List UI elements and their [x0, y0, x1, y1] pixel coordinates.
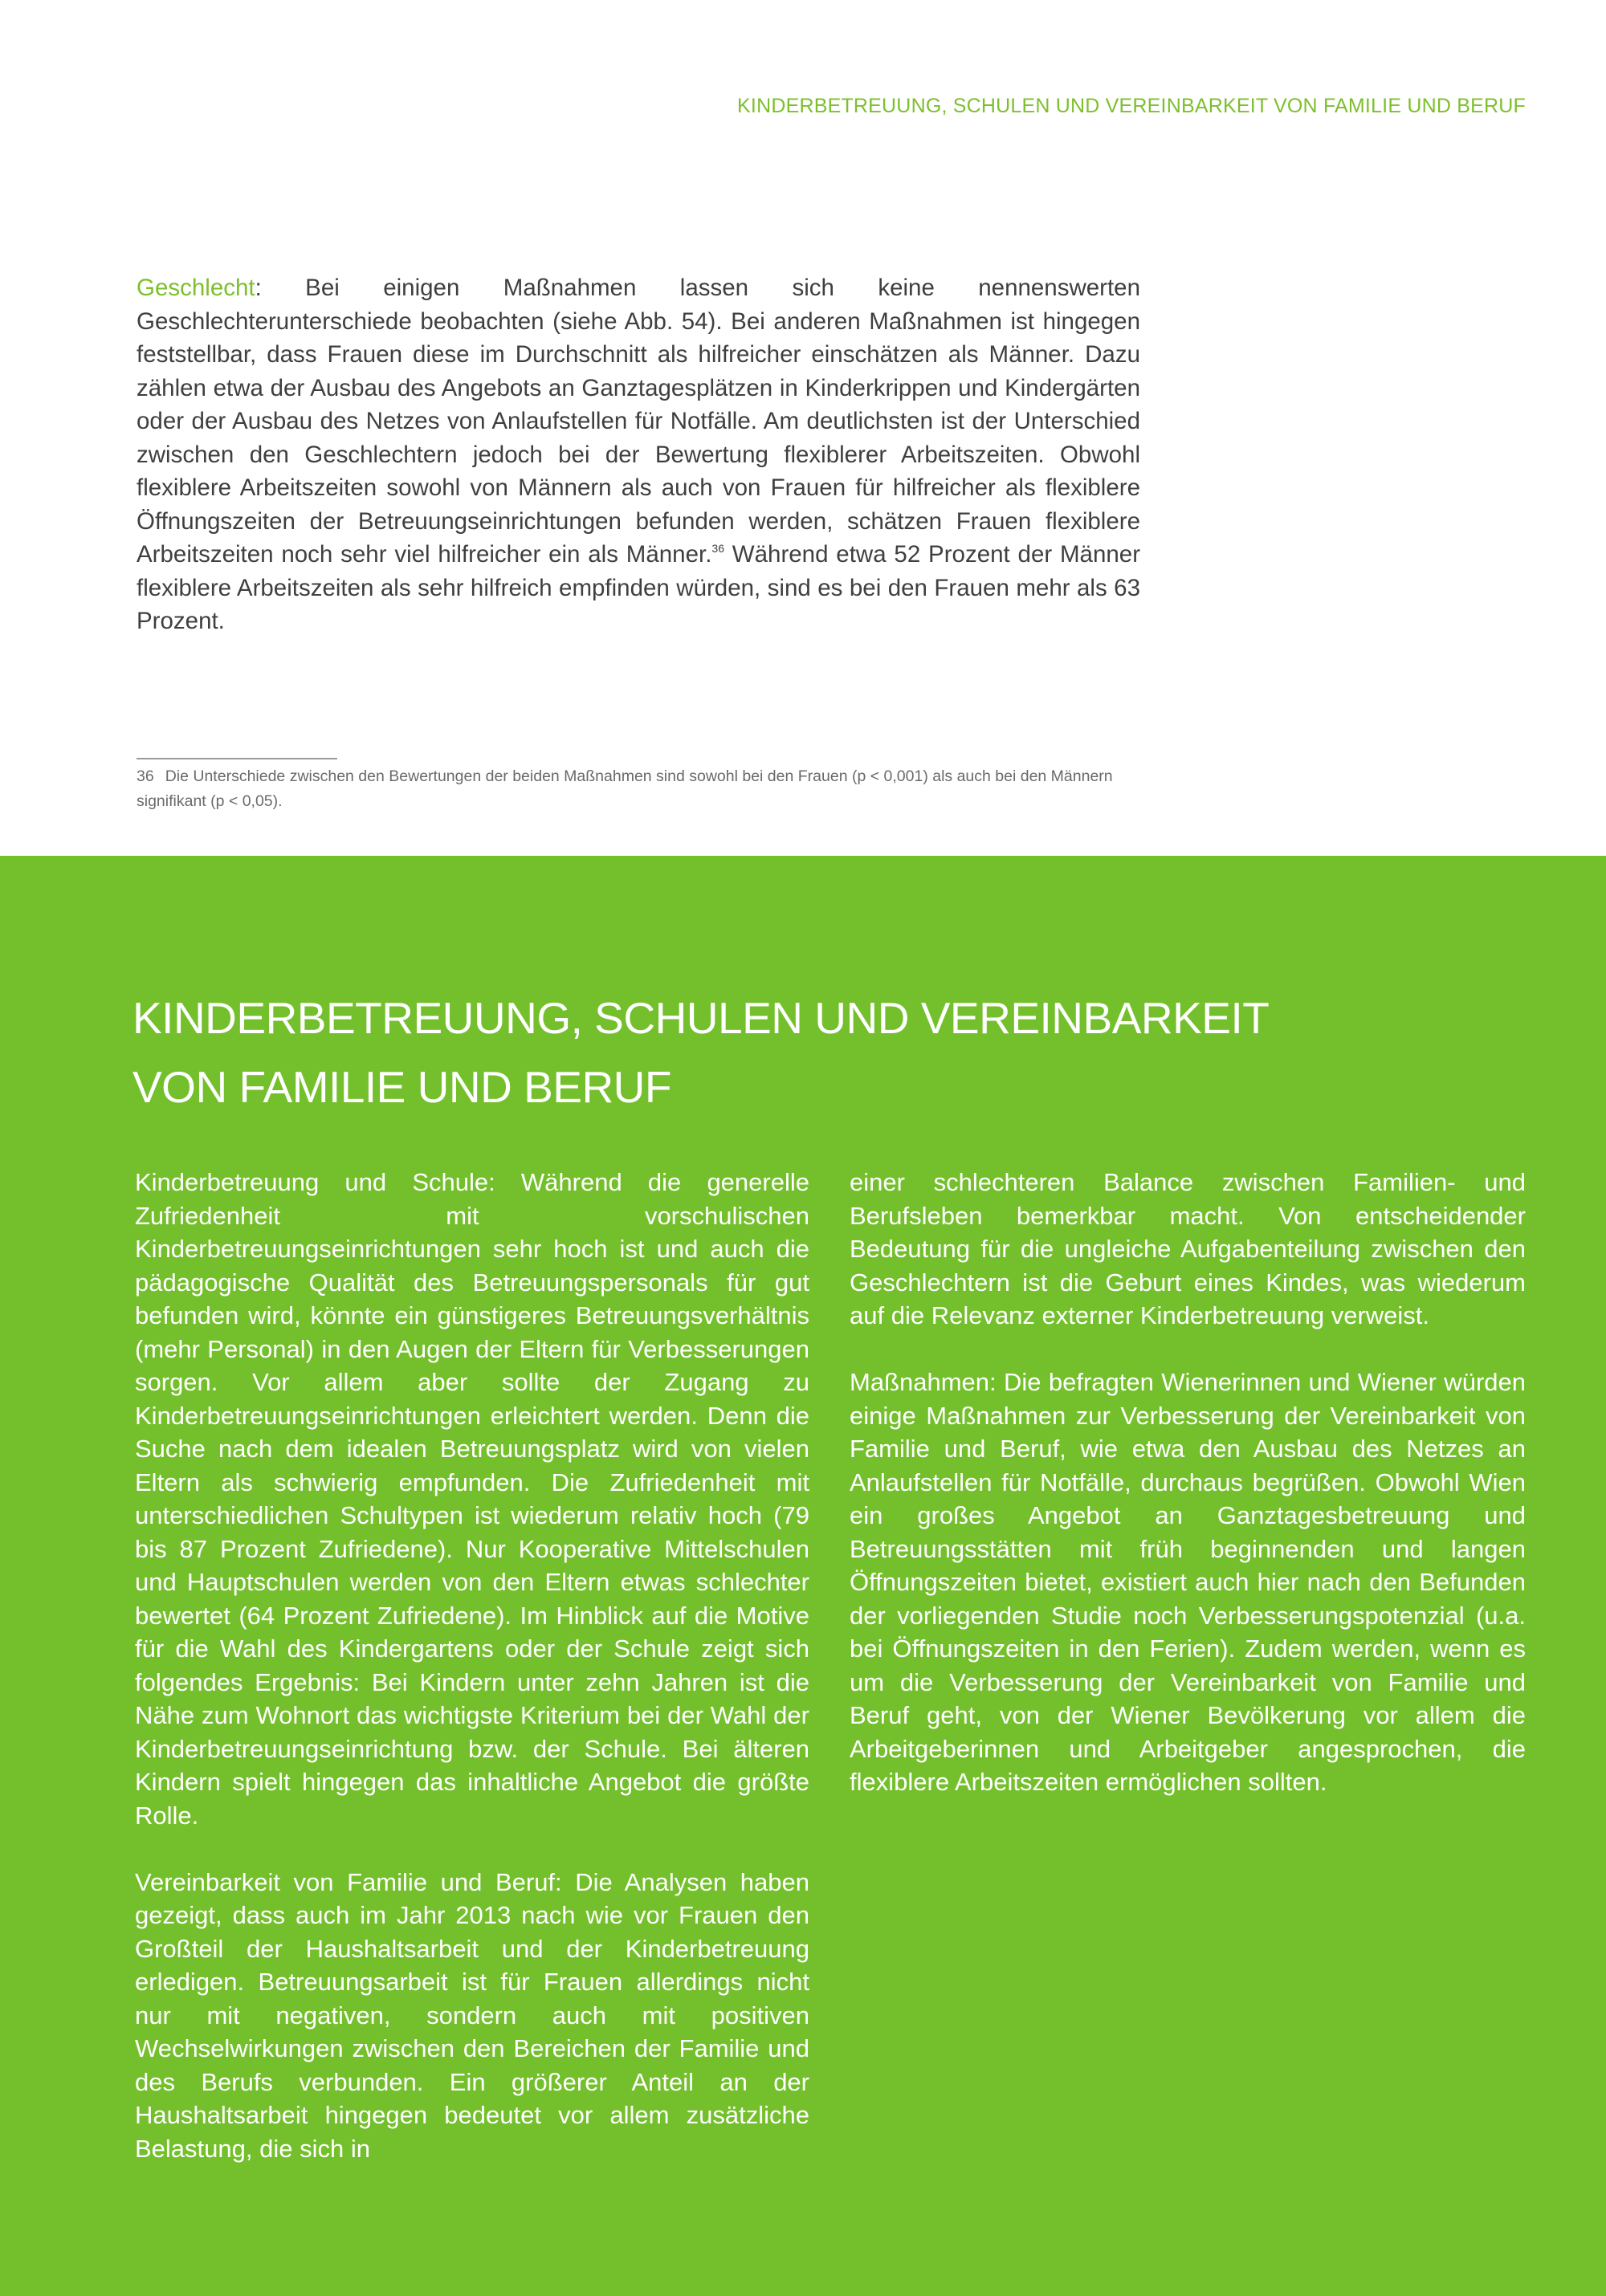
intro-paragraph — [137, 271, 1140, 638]
summary-paragraph-massnahmen: Maßnahmen: Die befragten Wienerinnen und Wiener würden einige Maßnahmen zur Verbesserung der Vereinbarkeit von Familie und Beruf, wie etwa den Ausbau des Netzes an Anlaufstellen für Notfälle, durchaus begrüßen. Obwohl Wien ein großes Angebot an Ganztagesbetreuung und Betreuungsstätten mit früh beginnenden und langen Öffnungszeiten bietet, existiert auch hier nach den Befunden der vorliegenden Studie noch Verbesserungspotenzial (u.a. bei Öffnungszeiten in den Ferien). Zudem werden, wenn es um die Verbesserung der Vereinbarkeit von Familie und Beruf geht, von der Wiener Bevölkerung vor allem die Arbeitgeberinnen und Arbeitgeber angesprochen, die flexiblere Arbeitszeiten ermöglichen sollten. — [850, 1368, 1526, 1796]
footnote-text: Die Unterschiede zwischen den Bewertungen der beiden Maßnahmen sind sowohl bei den Frauen (p < 0,001) als auch bei den Männern signifikant (p < 0,05). — [137, 767, 1113, 810]
footnote — [137, 764, 1140, 814]
footnote-divider — [137, 758, 337, 759]
intro-text-part-1: : Bei einigen Maßnahmen lassen sich keine nennenswerten Geschlechterunterschiede beobachten (siehe Abb. 54). Bei anderen Maßnahmen ist hingegen feststellbar, dass Frauen diese im Durchschnitt als hilfreicher einschätzen als Männer. Dazu zählen etwa der Ausbau des Angebots an Ganztagesplätzen in Kinderkrippen und Kindergärten oder der Ausbau des Netzes von Anlaufstellen für Notfälle. Am deutlichsten ist der Unterschied zwischen den Geschlechtern jedoch bei der Bewertung flexiblerer Arbeitszeiten. Obwohl flexiblere Arbeitszeiten sowohl von Männern als auch von Frauen für hilfreicher als flexiblere Öffnungszeiten der Betreuungseinrichtungen befunden werden, schätzen Frauen flexiblere Arbeitszeiten noch sehr viel hilfreicher ein als Männer. — [137, 275, 1140, 568]
footnote-reference[interactable]: 36 — [711, 542, 724, 555]
summary-paragraph-continuation: einer schlechteren Balance zwischen Familien- und Berufsleben bemerkbar macht. Von entscheidender Bedeutung für die ungleiche Aufgabenteilung zwischen den Geschlechtern ist die Geburt eines Kindes, was wiederum auf die Relevanz externer Kinderbetreuung verweist. — [850, 1168, 1526, 1329]
summary-title-line-2: VON FAMILIE UND BERUF — [132, 1062, 671, 1112]
summary-left-column — [135, 1166, 809, 2199]
summary-paragraph-kinderbetreuung: Kinderbetreuung und Schule: Während die generelle Zufriedenheit mit vorschulischen Kinderbetreuungseinrichtungen sehr hoch ist und auch die pädagogische Qualität des Betreuungspersonals für gut befunden wird, könnte ein günstigeres Betreuungsverhältnis (mehr Personal) in den Augen der Eltern für Verbesserungen sorgen. Vor allem aber sollte der Zugang zu Kinderbetreuungseinrichtungen erleichtert werden. Denn die Suche nach dem idealen Betreuungsplatz wird von vielen Eltern als schwierig empfunden. Die Zufriedenheit mit unterschiedlichen Schultypen ist wiederum relativ hoch (79 bis 87 Prozent Zufriedene). Nur Kooperative Mittelschulen und Hauptschulen werden von den Eltern etwas schlechter bewertet (64 Prozent Zufriedene). Im Hinblick auf die Motive für die Wahl des Kindergartens oder der Schule zeigt sich folgendes Ergebnis: Bei Kindern unter zehn Jahren ist die Nähe zum Wohnort das wichtigste Kriterium bei der Wahl der Kinderbetreuungseinrichtung bzw. der Schule. Bei älteren Kindern spielt hingegen das inhaltliche Angebot die größte Rolle. — [135, 1168, 809, 1830]
intro-lead-term: Geschlecht — [137, 275, 255, 301]
running-header: KINDERBETREUUNG, SCHULEN UND VEREINBARKEIT VON FAMILIE UND BERUF — [737, 95, 1526, 117]
summary-paragraph-vereinbarkeit: Vereinbarkeit von Familie und Beruf: Die Analysen haben gezeigt, dass auch im Jahr 2013 nach wie vor Frauen den Großteil der Haushaltsarbeit und der Kinderbetreuung erledigen. Betreuungsarbeit ist für Frauen allerdings nicht nur mit negativen, sondern auch mit positiven Wechselwirkungen zwischen den Bereichen der Familie und des Berufs verbunden. Ein größerer Anteil an der Haushaltsarbeit hingegen bedeutet vor allem zusätzliche Belastung, die sich in — [135, 1867, 809, 2163]
summary-title — [132, 983, 1337, 1122]
summary-title-line-1: KINDERBETREUUNG, SCHULEN UND VEREINBARKEIT — [132, 993, 1270, 1043]
footnote-number: 36 — [137, 767, 154, 785]
summary-right-column — [850, 1166, 1526, 1832]
intro-text-part-2: Während etwa 52 Prozent der Männer flexiblere Arbeitszeiten als sehr hilfreich empfinden würden, sind es bei den Frauen mehr als 63 Prozent. — [137, 541, 1141, 634]
